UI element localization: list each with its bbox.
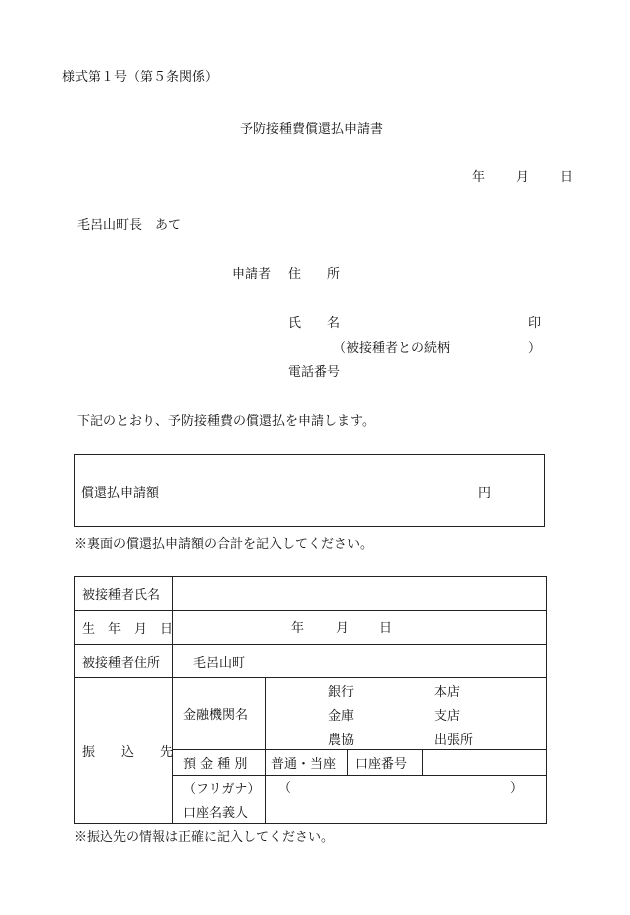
date-day: 日 <box>560 170 574 185</box>
relation-close: ） <box>528 341 542 356</box>
furigana-close: ） <box>510 781 524 796</box>
account-holder-label: 口座名義人 <box>173 800 266 824</box>
patient-address-label: 被接種者住所 <box>75 645 173 678</box>
bank-name-field[interactable] <box>266 678 547 750</box>
address-label: 住 所 <box>288 267 341 282</box>
table-row <box>75 611 547 645</box>
date-month: 月 <box>516 170 530 185</box>
patient-name-field[interactable] <box>173 577 547 611</box>
birthdate-year: 年 <box>291 621 305 636</box>
seal-mark: 印 <box>528 316 542 331</box>
document-title: 予防接種費償還払申請書 <box>240 122 384 137</box>
birthdate-month: 月 <box>336 621 350 636</box>
date-year: 年 <box>472 170 486 185</box>
birthdate-day: 日 <box>379 621 393 636</box>
table-row <box>75 678 547 750</box>
branch-type-office: 出張所 <box>434 733 474 748</box>
amount-unit: 円 <box>478 486 492 501</box>
transfer-label: 振 込 先 <box>75 678 173 824</box>
intro-text: 下記のとおり、予防接種費の償還払を申請します。 <box>77 414 375 429</box>
bottom-note: ※振込先の情報は正確に記入してください。 <box>74 830 335 845</box>
form-number: 様式第１号（第５条関係） <box>62 70 219 85</box>
table-row <box>75 577 547 611</box>
account-holder-field[interactable] <box>266 776 547 824</box>
deposit-type-value[interactable]: 普通・当座 <box>266 750 348 776</box>
bank-type-bank: 銀行 <box>328 685 355 700</box>
table-row <box>75 645 547 678</box>
town-name: 毛呂山町 <box>193 655 246 671</box>
bank-type-shinkin: 金庫 <box>328 709 355 724</box>
patient-address-field[interactable] <box>173 645 547 678</box>
furigana-label: （フリガナ） <box>173 776 266 800</box>
amount-label: 償還払申請額 <box>81 486 160 501</box>
relation-label: （被接種者との続柄 <box>333 341 451 356</box>
furigana-open: （ <box>278 781 292 796</box>
bank-type-nokyo: 農協 <box>328 733 355 748</box>
account-number-field[interactable] <box>423 750 547 776</box>
deposit-type-label: 預 金 種 別 <box>173 750 266 776</box>
patient-name-label: 被接種者氏名 <box>75 577 173 611</box>
bank-name-label: 金融機関名 <box>173 678 266 750</box>
addressee: 毛呂山町長 あて <box>77 218 182 233</box>
birthdate-label: 生 年 月 日 <box>75 611 173 645</box>
account-number-label: 口座番号 <box>348 750 423 776</box>
branch-type-branch: 支店 <box>434 709 461 724</box>
birthdate-field[interactable] <box>173 611 547 645</box>
applicant-label: 申請者 <box>232 267 272 282</box>
info-table <box>74 576 547 824</box>
amount-note: ※裏面の償還払申請額の合計を記入してください。 <box>74 537 374 552</box>
phone-label: 電話番号 <box>288 365 341 380</box>
name-label: 氏 名 <box>288 316 341 331</box>
branch-type-head: 本店 <box>434 685 461 700</box>
